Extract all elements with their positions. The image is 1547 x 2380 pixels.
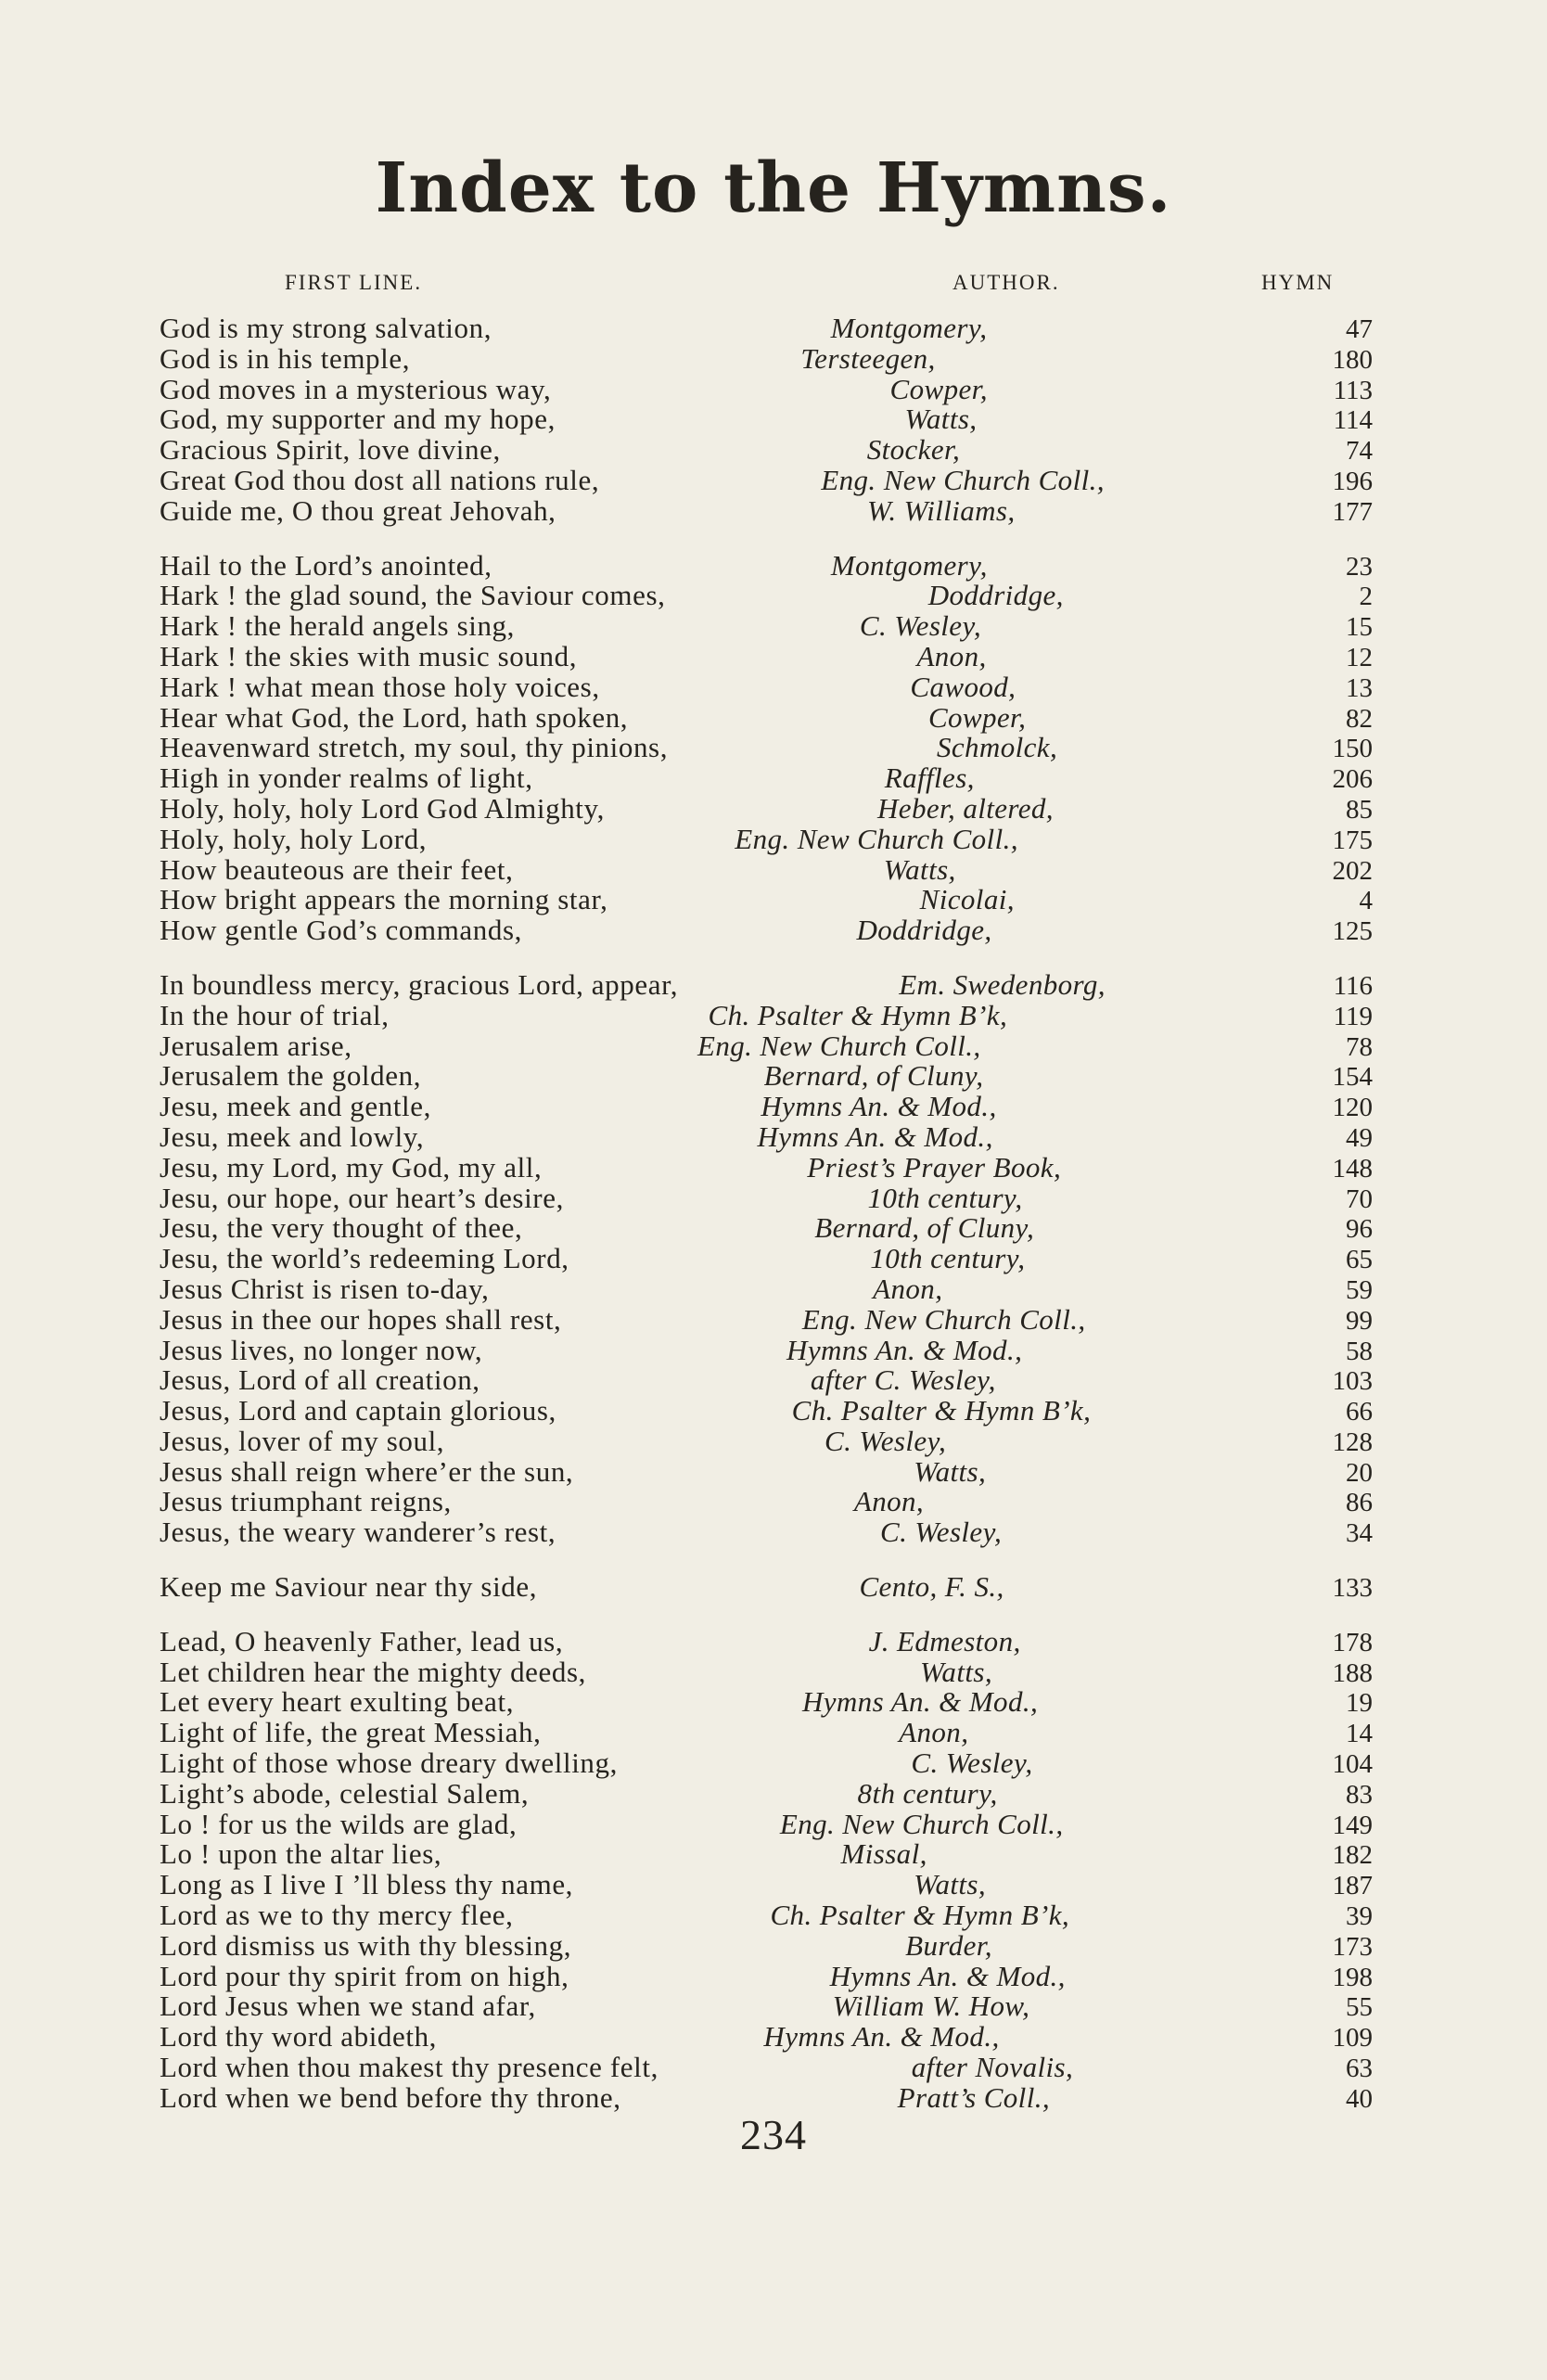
index-row xyxy=(160,1748,1373,1779)
hymn-number: 14 xyxy=(1346,1719,1373,1749)
author-name: Missal, xyxy=(840,1837,927,1871)
author-name: Eng. New Church Coll., xyxy=(697,1029,981,1062)
index-row xyxy=(160,1150,1374,1184)
index-row xyxy=(160,822,1373,855)
hymn-number: 177 xyxy=(1332,496,1374,527)
first-line: Jesus in thee our hopes shall rest, xyxy=(160,1302,562,1336)
header-first-line: FIRST LINE. xyxy=(285,271,423,294)
index-row xyxy=(160,1396,1373,1427)
first-line: Guide me, O thou great Jehovah, xyxy=(160,493,556,527)
first-line: Lord when we bend before thy throne, xyxy=(160,2080,621,2114)
index-row xyxy=(160,341,1374,375)
hymn-number: 187 xyxy=(1332,1871,1373,1901)
index-row xyxy=(160,1928,1374,1962)
first-line: Lord Jesus when we stand afar, xyxy=(160,1990,536,2023)
first-line: Jerusalem the golden, xyxy=(160,1059,422,1093)
hymn-number: 78 xyxy=(1346,1031,1373,1062)
author-name: Doddridge, xyxy=(856,914,992,947)
first-line: Jesu, meek and gentle, xyxy=(160,1090,431,1123)
hymn-number: 196 xyxy=(1332,466,1373,496)
index-row xyxy=(160,1807,1374,1840)
author-name: J. Edmeston, xyxy=(868,1624,1021,1657)
first-line: Long as I live I ’ll bless thy name, xyxy=(160,1868,574,1901)
hymn-number: 74 xyxy=(1346,436,1374,467)
index-row xyxy=(160,611,1373,642)
hymn-number: 63 xyxy=(1346,2054,1374,2084)
index-row xyxy=(160,1839,1373,1870)
index-row xyxy=(160,2053,1373,2083)
index-group xyxy=(160,548,1374,947)
author-name: Anon, xyxy=(916,639,987,672)
first-line: Jesu, meek and lowly, xyxy=(160,1120,425,1153)
hymn-number: 47 xyxy=(1346,314,1374,344)
author-name: C. Wesley, xyxy=(880,1516,1003,1549)
hymn-number: 49 xyxy=(1346,1122,1374,1153)
first-line: Jesus Christ is risen to-day, xyxy=(160,1272,490,1305)
first-line: Jesus triumphant reigns, xyxy=(160,1485,452,1518)
index-row xyxy=(160,885,1373,915)
author-name: 10th century, xyxy=(870,1242,1026,1275)
hymn-number: 34 xyxy=(1346,1518,1373,1549)
author-name: Eng. New Church Coll., xyxy=(779,1807,1064,1840)
index-row xyxy=(160,1718,1373,1748)
index-row xyxy=(160,2080,1374,2114)
author-name: Schmolck, xyxy=(936,731,1058,764)
index-row xyxy=(160,1991,1373,2022)
author-name: Hymns An. & Mod., xyxy=(801,1685,1039,1719)
hymn-number: 149 xyxy=(1332,1810,1374,1840)
author-name: Hymns An. & Mod., xyxy=(763,2020,1000,2054)
page-title: Index to the Hymns. xyxy=(375,148,1172,228)
hymn-number: 70 xyxy=(1346,1184,1374,1214)
index-row xyxy=(160,733,1373,763)
hymn-number: 128 xyxy=(1332,1427,1374,1457)
first-line: God moves in a mysterious way, xyxy=(160,372,552,405)
index-row xyxy=(160,700,1374,734)
first-line: Let children hear the mighty deeds, xyxy=(160,1655,587,1688)
author-name: Ch. Psalter & Hymn B’k, xyxy=(708,998,1008,1031)
first-line: Holy, holy, holy Lord God Almighty, xyxy=(160,791,605,825)
hymn-number: 12 xyxy=(1346,642,1374,672)
author-name: Hymns An. & Mod., xyxy=(786,1333,1023,1366)
first-line: Hail to the Lord’s anointed, xyxy=(160,548,492,582)
index-group xyxy=(160,1624,1374,2114)
first-line: Hark ! what mean those holy voices, xyxy=(160,670,600,703)
author-name: Watts, xyxy=(883,852,956,886)
hymn-number: 103 xyxy=(1332,1366,1374,1397)
first-line: Lord pour thy spirit from on high, xyxy=(160,1959,569,1992)
index-row xyxy=(160,915,1373,946)
index-row xyxy=(160,791,1374,825)
index-row xyxy=(160,1244,1373,1274)
index-row xyxy=(160,1454,1374,1488)
first-line: Jesus lives, no longer now, xyxy=(160,1333,483,1366)
index-row xyxy=(160,1900,1373,1931)
hymn-number: 55 xyxy=(1346,1992,1374,2023)
first-line: God, my supporter and my hope, xyxy=(160,403,556,436)
index-row xyxy=(160,1776,1374,1810)
author-name: Anon, xyxy=(899,1716,969,1749)
author-name: Montgomery, xyxy=(830,548,988,582)
author-name: Cento, F. S., xyxy=(859,1570,1004,1604)
author-name: Stocker, xyxy=(866,433,961,467)
index-row xyxy=(160,2022,1373,2053)
index-row xyxy=(160,1333,1373,1366)
author-name: Doddridge, xyxy=(927,579,1064,612)
index-row xyxy=(160,639,1374,672)
hymn-number: 150 xyxy=(1332,734,1374,764)
index-row xyxy=(160,998,1373,1031)
index-row xyxy=(160,1870,1373,1900)
first-line: Hark ! the glad sound, the Saviour comes, xyxy=(160,579,666,612)
hymn-number: 59 xyxy=(1346,1274,1374,1305)
hymn-number: 188 xyxy=(1332,1657,1373,1688)
index-row xyxy=(160,313,1373,344)
hymn-number: 4 xyxy=(1359,886,1374,916)
hymn-number: 2 xyxy=(1359,582,1374,612)
first-line: Light of life, the great Messiah, xyxy=(160,1716,542,1749)
first-line: Jesus shall reign where’er the sun, xyxy=(160,1454,574,1488)
first-line: How gentle God’s commands, xyxy=(160,914,522,947)
author-name: Heber, altered, xyxy=(877,791,1054,825)
author-name: Eng. New Church Coll., xyxy=(821,463,1105,496)
index-row xyxy=(160,1657,1373,1688)
author-name: Raffles, xyxy=(884,761,975,795)
index-row xyxy=(160,1302,1374,1336)
first-line: Hark ! the skies with music sound, xyxy=(160,639,578,672)
hymn-number: 20 xyxy=(1346,1457,1374,1488)
hymn-number: 175 xyxy=(1332,825,1373,855)
author-name: Ch. Psalter & Hymn B’k, xyxy=(791,1394,1092,1427)
column-headers xyxy=(0,271,1547,299)
index-row xyxy=(160,1061,1373,1092)
first-line: Jesus, lover of my soul, xyxy=(160,1424,445,1457)
hymn-number: 96 xyxy=(1346,1214,1374,1245)
author-name: Cowper, xyxy=(889,372,988,405)
index-row xyxy=(160,372,1373,405)
first-line: Let every heart exulting beat, xyxy=(160,1685,515,1719)
hymn-number: 133 xyxy=(1332,1573,1373,1604)
hymn-number: 182 xyxy=(1332,1840,1374,1871)
author-name: Priest’s Prayer Book, xyxy=(807,1150,1062,1184)
index-row xyxy=(160,1572,1373,1603)
first-line: Jesus, the weary wanderer’s rest, xyxy=(160,1516,556,1549)
first-line: Hark ! the herald angels sing, xyxy=(160,609,515,643)
index-row xyxy=(160,1487,1373,1517)
hymn-number: 109 xyxy=(1332,2023,1373,2054)
index-group xyxy=(160,967,1374,1549)
index-row xyxy=(160,1122,1373,1153)
index-row xyxy=(160,1092,1373,1122)
author-name: Burder, xyxy=(905,1928,992,1962)
hymn-number: 202 xyxy=(1332,855,1373,886)
hymn-number: 58 xyxy=(1346,1336,1373,1366)
hymn-number: 178 xyxy=(1332,1627,1374,1657)
first-line: Great God thou dost all nations rule, xyxy=(160,463,600,496)
hymn-number: 13 xyxy=(1346,672,1373,703)
author-name: Bernard, of Cluny, xyxy=(763,1059,984,1093)
first-line: Gracious Spirit, love divine, xyxy=(160,433,501,467)
author-name: Tersteegen, xyxy=(800,341,936,375)
index-row xyxy=(160,1687,1373,1718)
first-line: Lo ! for us the wilds are glad, xyxy=(160,1807,518,1840)
index-row xyxy=(160,404,1373,435)
index-row xyxy=(160,852,1373,886)
author-name: 8th century, xyxy=(857,1776,998,1810)
author-name: after C. Wesley, xyxy=(810,1363,996,1397)
hymn-number: 83 xyxy=(1346,1779,1374,1810)
header-author: AUTHOR. xyxy=(952,271,1060,294)
author-name: C. Wesley, xyxy=(859,609,982,643)
hymn-index-list xyxy=(160,313,1373,2138)
hymn-number: 120 xyxy=(1332,1093,1374,1123)
author-name: Nicolai, xyxy=(919,883,1015,916)
hymn-number: 104 xyxy=(1332,1749,1374,1780)
first-line: Light’s abode, celestial Salem, xyxy=(160,1776,530,1810)
index-row xyxy=(160,463,1373,496)
hymn-number: 114 xyxy=(1333,405,1374,436)
index-row xyxy=(160,493,1374,527)
index-row xyxy=(160,1365,1373,1396)
author-name: Bernard, of Cluny, xyxy=(814,1211,1035,1245)
index-row xyxy=(160,1213,1373,1244)
first-line: Lord when thou makest thy presence felt, xyxy=(160,2051,658,2084)
first-line: Lord thy word abideth, xyxy=(160,2020,438,2054)
index-row xyxy=(160,1517,1373,1548)
first-line: Jesus, Lord and captain glorious, xyxy=(160,1394,556,1427)
author-name: Cowper, xyxy=(927,700,1027,734)
hymn-number: 198 xyxy=(1332,1962,1374,1992)
hymn-number: 19 xyxy=(1346,1688,1373,1719)
hymn-number: 15 xyxy=(1346,612,1373,643)
first-line: Hear what God, the Lord, hath spoken, xyxy=(160,700,629,734)
first-line: In boundless mercy, gracious Lord, appear, xyxy=(160,967,679,1001)
first-line: How bright appears the morning star, xyxy=(160,883,608,916)
first-line: Jesu, my Lord, my God, my all, xyxy=(160,1150,543,1184)
hymn-number: 206 xyxy=(1332,764,1373,795)
page-number: 234 xyxy=(740,2111,807,2158)
index-row xyxy=(160,1031,1373,1062)
first-line: Lead, O heavenly Father, lead us, xyxy=(160,1624,564,1657)
index-row xyxy=(160,1424,1374,1457)
index-row xyxy=(160,763,1373,794)
hymn-number: 85 xyxy=(1346,794,1374,825)
author-name: Hymns An. & Mod., xyxy=(829,1959,1066,1992)
hymn-number: 66 xyxy=(1346,1397,1374,1427)
author-name: Ch. Psalter & Hymn B’k, xyxy=(770,1899,1070,1932)
author-name: after Novalis, xyxy=(911,2051,1074,2084)
author-name: C. Wesley, xyxy=(825,1424,947,1457)
hymn-number: 113 xyxy=(1333,375,1373,405)
hymn-number: 116 xyxy=(1333,970,1374,1001)
first-line: Heavenward stretch, my soul, thy pinions, xyxy=(160,731,669,764)
first-line: God is in his temple, xyxy=(160,341,411,375)
author-name: Anon, xyxy=(853,1485,925,1518)
author-name: Eng. New Church Coll., xyxy=(801,1302,1086,1336)
index-row xyxy=(160,672,1373,703)
author-name: Hymns An. & Mod., xyxy=(761,1090,997,1123)
first-line: Jesu, our hope, our heart’s desire, xyxy=(160,1181,564,1214)
author-name: C. Wesley, xyxy=(911,1747,1033,1780)
author-name: Em. Swedenborg, xyxy=(899,967,1106,1001)
first-line: Lord dismiss us with thy blessing, xyxy=(160,1928,572,1962)
first-line: God is my strong salvation, xyxy=(160,312,492,344)
first-line: How beauteous are their feet, xyxy=(160,852,514,886)
author-name: Watts, xyxy=(904,403,978,436)
hymn-number: 180 xyxy=(1332,344,1374,375)
hymn-number: 39 xyxy=(1346,1901,1374,1932)
hymn-number: 23 xyxy=(1346,551,1374,582)
hymn-number: 173 xyxy=(1332,1931,1374,1962)
author-name: Pratt’s Coll., xyxy=(897,2080,1051,2114)
index-row xyxy=(160,967,1374,1001)
index-row xyxy=(160,1624,1374,1657)
first-line: Jesu, the very thought of thee, xyxy=(160,1211,523,1245)
first-line: High in yonder realms of light, xyxy=(160,761,533,795)
author-name: William W. How, xyxy=(832,1990,1030,2023)
hymn-number: 119 xyxy=(1333,1001,1373,1031)
index-row xyxy=(160,548,1374,582)
author-name: Hymns An. & Mod., xyxy=(757,1120,993,1153)
author-name: 10th century, xyxy=(867,1181,1023,1214)
hymn-number: 40 xyxy=(1346,2083,1374,2114)
hymn-number: 125 xyxy=(1332,916,1374,947)
hymn-number: 65 xyxy=(1346,1245,1373,1275)
header-hymn: HYMN xyxy=(1261,271,1335,294)
first-line: Light of those whose dreary dwelling, xyxy=(160,1747,618,1780)
first-line: Lord as we to thy mercy flee, xyxy=(160,1899,514,1932)
author-name: W. Williams, xyxy=(867,493,1016,527)
author-name: Anon, xyxy=(873,1272,943,1305)
first-line: Jesus, Lord of all creation, xyxy=(160,1363,480,1397)
author-name: Montgomery, xyxy=(830,312,988,344)
author-name: Cawood, xyxy=(910,670,1016,703)
index-row xyxy=(160,1274,1373,1305)
first-line: Jerusalem arise, xyxy=(160,1029,352,1062)
first-line: Holy, holy, holy Lord, xyxy=(160,822,428,855)
author-name: Eng. New Church Coll., xyxy=(735,822,1018,855)
index-row xyxy=(160,435,1373,466)
index-row xyxy=(160,1959,1374,1992)
index-row xyxy=(160,581,1373,611)
author-name: Watts, xyxy=(920,1655,992,1688)
first-line: Keep me Saviour near thy side, xyxy=(160,1570,538,1604)
first-line: Jesu, the world’s redeeming Lord, xyxy=(160,1242,569,1275)
hymn-number: 82 xyxy=(1346,703,1374,734)
index-group xyxy=(160,1572,1373,1603)
hymn-number: 148 xyxy=(1332,1153,1374,1184)
index-row xyxy=(160,1181,1374,1214)
hymn-number: 154 xyxy=(1332,1062,1374,1093)
author-name: Watts, xyxy=(914,1454,987,1488)
hymn-number: 99 xyxy=(1346,1305,1374,1336)
first-line: In the hour of trial, xyxy=(160,998,390,1031)
first-line: Lo ! upon the altar lies, xyxy=(160,1837,442,1871)
hymn-number: 86 xyxy=(1346,1488,1373,1518)
author-name: Watts, xyxy=(914,1868,986,1901)
index-group xyxy=(160,313,1373,527)
